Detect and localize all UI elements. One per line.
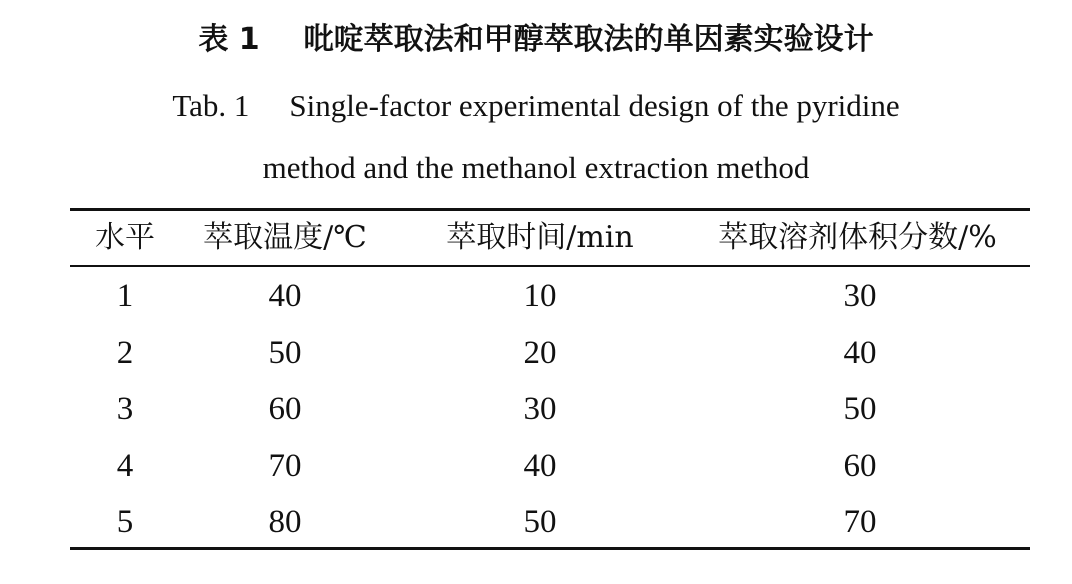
table-cell: 20 <box>523 335 557 371</box>
caption-english-line2: method and the methanol extraction method <box>262 150 810 185</box>
caption-en-text-line1: Single-factor experimental design of the pyridine <box>289 88 900 123</box>
caption-english-line1 <box>0 84 1072 128</box>
table-cell: 1 <box>116 278 134 314</box>
caption-cn-text: 吡啶萃取法和甲醇萃取法的单因素实验设计 <box>303 22 874 57</box>
header-level: 水平 <box>95 220 155 255</box>
caption-cn-number: 表 1 <box>198 22 260 57</box>
table-bottom-rule <box>70 547 1030 550</box>
table-cell: 50 <box>843 391 877 427</box>
table-cell: 30 <box>843 278 877 314</box>
table-cell: 80 <box>268 504 302 540</box>
table-cell: 60 <box>843 448 877 484</box>
header-solvent-fraction: 萃取溶剂体积分数/% <box>718 220 997 255</box>
table-cell: 3 <box>116 391 134 427</box>
header-time: 萃取时间/min <box>446 220 634 255</box>
table-cell: 70 <box>268 448 302 484</box>
caption-chinese <box>0 16 1072 64</box>
table-cell: 10 <box>523 278 557 314</box>
table-cell: 2 <box>116 335 134 371</box>
caption-en-number: Tab. 1 <box>172 88 250 123</box>
table-cell: 70 <box>843 504 877 540</box>
table-cell: 4 <box>116 448 134 484</box>
table-cell: 5 <box>116 504 134 540</box>
table-cell: 40 <box>523 448 557 484</box>
table-cell: 50 <box>268 335 302 371</box>
table-cell: 30 <box>523 391 557 427</box>
table-cell: 40 <box>268 278 302 314</box>
table-cell: 40 <box>843 335 877 371</box>
table-cell: 60 <box>268 391 302 427</box>
header-temperature: 萃取温度/℃ <box>203 220 367 255</box>
table-top-rule <box>70 208 1030 211</box>
table-cell: 50 <box>523 504 557 540</box>
table-header-rule <box>70 265 1030 267</box>
